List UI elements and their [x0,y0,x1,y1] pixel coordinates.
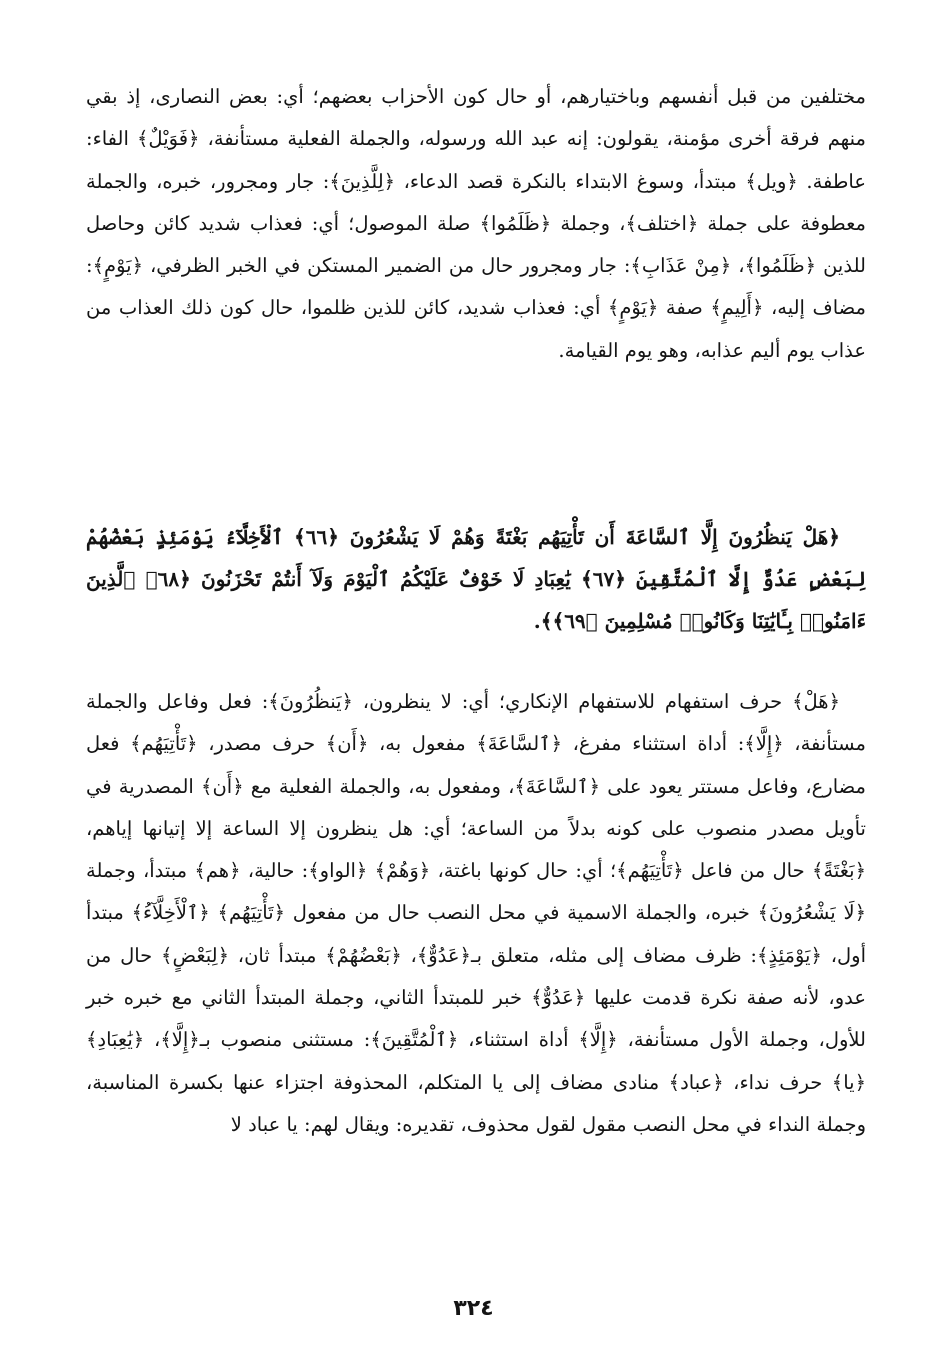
quran-verses: ﴿هَلْ يَنظُرُونَ إِلَّا ٱلسَّاعَةَ أَن تَأْتِيَهُم بَغْتَةً وَهُمْ لَا يَشْعُرُونَ ﴿٦٦﴾ ٱلْأَخِلَّآءُ يَوْمَئِذٍ بَعْضُهُمْ لِبَعْضٍ عَدُوٌّ إِلَّا ٱلْمُتَّقِينَ ﴿٦٧﴾ يَٰعِبَادِ لَا خَوْفٌ عَلَيْكُمُ ٱلْيَوْمَ وَلَآ أَنتُمْ تَحْزَنُونَ ﴿٦٨﴾ ٱلَّذِينَ ءَامَنُوا۟ بِـَٔايَٰتِنَا وَكَانُوا۟ مُسْلِمِينَ ﴿٦٩﴾﴾. [86,525,866,633]
page-body [86,64,866,1136]
page-number: ٣٢٤ [453,1296,494,1321]
commentary-paragraph-1: مختلفين من قبل أنفسهم وباختيارهم، أو حال كون الأحزاب بعضهم؛ أي: بعض النصارى، إذ بقي منهم فرقة أخرى مؤمنة، يقولون: إنه عبد الله ورسوله، والجملة الفعلية مستأنفة، ﴿فَوَيْلٌ﴾ الفاء: عاطفة. ﴿ويل﴾ مبتدأ، وسوغ الابتداء بالنكرة قصد الدعاء، ﴿لِلَّذِينَ﴾: جار ومجرور، خبره، والجملة معطوفة على جملة ﴿اختلف﴾، وجملة ﴿ظَلَمُوا﴾ صلة الموصول؛ أي: فعذاب شديد كائن وحاصل للذين ﴿ظَلَمُوا﴾، ﴿مِنْ عَذَابِ﴾: جار ومجرور حال من الضمير المستكن في الخبر الظرفي، ﴿يَوْمٍ﴾: مضاف إليه، ﴿أَلِيمٍ﴾ صفة ﴿يَوْمٍ﴾ أي: فعذاب شديد، كائن للذين ظلموا، حال كون ذلك العذاب من عذاب يوم أليم عذابه، وهو يوم القيامة. [86,85,866,362]
quran-verse-block [86,516,866,642]
commentary-paragraph-2: ﴿هَلْ﴾ حرف استفهام للاستفهام الإنكاري؛ أي: لا ينظرون، ﴿يَنظُرُونَ﴾: فعل وفاعل والجملة مستأنفة، ﴿إِلَّا﴾: أداة استثناء مفرغ، ﴿ٱلسَّاعَةَ﴾ مفعول به، ﴿أَن﴾ حرف مصدر، ﴿تَأْتِيَهُم﴾ فعل مضارع، وفاعل مستتر يعود على ﴿ٱلسَّاعَةَ﴾، ومفعول به، والجملة الفعلية مع ﴿أَن﴾ المصدرية في تأويل مصدر منصوب على كونه بدلاً من الساعة؛ أي: هل ينظرون إلا الساعة إلا إتيانها إياهم، ﴿بَغْتَةً﴾ حال من فاعل ﴿تَأْتِيَهُم﴾؛ أي: حال كونها باغتة، ﴿وَهُمْ﴾ ﴿الواو﴾: حالية، ﴿هم﴾ مبتدأ، وجملة ﴿لَا يَشْعُرُونَ﴾ خبره، والجملة الاسمية في محل النصب حال من مفعول ﴿تَأْتِيَهُم﴾ ﴿ٱلْأَخِلَّآءُ﴾ مبتدأ أول، ﴿يَوْمَئِذٍ﴾: ظرف مضاف إلى مثله، متعلق بـ﴿عَدُوٌّ﴾، ﴿بَعْضُهُمْ﴾ مبتدأ ثان، ﴿لِبَعْضٍ﴾ حال من عدو، لأنه صفة نكرة قدمت عليها ﴿عَدُوٌّ﴾ خبر للمبتدأ الثاني، وجملة المبتدأ الثاني مع خبره خبر للأول، وجملة الأول مستأنفة، ﴿إِلَّا﴾ أداة استثناء، ﴿ٱلْمُتَّقِينَ﴾: مستثنى منصوب بـ﴿إِلَّا﴾، ﴿يَٰعِبَادِ﴾ ﴿يا﴾ حرف نداء، ﴿عباد﴾ منادى مضاف إلى يا المتكلم، المحذوفة اجتزاء عنها بكسرة المناسبة، وجملة النداء في محل النصب مقول لقول محذوف، تقديره: ويقال لهم: يا عباد لا [86,690,866,1136]
